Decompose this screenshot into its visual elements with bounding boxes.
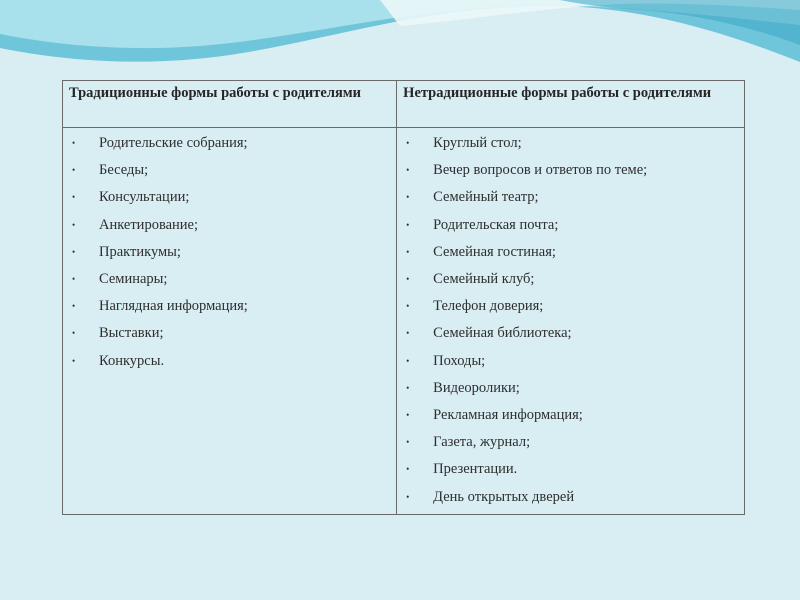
list-item-text: Семейный клуб; (433, 271, 535, 288)
list-item-text: Семейная библиотека; (433, 325, 572, 342)
list-item-text: Рекламная информация; (433, 407, 583, 424)
bullet-icon: • (406, 464, 410, 475)
list-item (403, 184, 738, 211)
bullet-icon: • (72, 301, 76, 312)
bullet-icon: • (406, 382, 410, 393)
list-item (69, 239, 390, 266)
list-item (403, 157, 738, 184)
list-item-text: Телефон доверия; (433, 298, 544, 315)
list-item-text: Семинары; (99, 271, 168, 288)
header-traditional: Традиционные формы работы с родителями (63, 81, 397, 128)
list-item-text: День открытых дверей (433, 488, 575, 505)
traditional-list (69, 130, 390, 375)
list-item (69, 212, 390, 239)
bullet-icon: • (72, 328, 76, 339)
non-traditional-cell (397, 128, 745, 515)
bullet-icon: • (72, 219, 76, 230)
bullet-icon: • (72, 274, 76, 285)
list-item-text: Выставки; (99, 325, 164, 342)
list-item-text: Видеоролики; (433, 379, 520, 396)
bullet-icon: • (406, 274, 410, 285)
list-item-text: Консультации; (99, 189, 190, 206)
bullet-icon: • (406, 301, 410, 312)
bullet-icon: • (406, 192, 410, 203)
list-item (403, 293, 738, 320)
list-item-text: Практикумы; (99, 243, 181, 260)
traditional-cell (63, 128, 397, 515)
list-item-text: Газета, журнал; (433, 434, 531, 451)
list-item (69, 293, 390, 320)
bullet-icon: • (72, 165, 76, 176)
bullet-icon: • (406, 138, 410, 148)
list-item (69, 157, 390, 184)
list-item-text: Родительская почта; (433, 216, 559, 233)
list-item-text: Родительские собрания; (99, 135, 248, 151)
list-item-text: Семейный театр; (433, 189, 539, 206)
list-item (69, 348, 390, 375)
list-item-text: Беседы; (99, 162, 149, 179)
list-item (403, 429, 738, 456)
list-item-text: Презентации. (433, 461, 518, 478)
list-item (403, 239, 738, 266)
list-item (403, 348, 738, 375)
list-item (403, 375, 738, 402)
list-item (403, 212, 738, 239)
list-item (403, 320, 738, 347)
list-item-text: Круглый стол; (433, 135, 522, 151)
list-item (403, 456, 738, 483)
list-item-text: Походы; (433, 352, 486, 369)
bullet-icon: • (72, 246, 76, 257)
bullet-icon: • (406, 410, 410, 421)
header-non-traditional: Нетрадиционные формы работы с родителями (397, 81, 745, 128)
list-item-text: Конкурсы. (99, 352, 165, 369)
bullet-icon: • (72, 138, 76, 148)
bullet-icon: • (72, 355, 76, 366)
bullet-icon: • (406, 219, 410, 230)
list-item-text: Наглядная информация; (99, 298, 248, 315)
list-item (69, 266, 390, 293)
list-item (403, 130, 738, 157)
list-item (69, 130, 390, 157)
non-traditional-list (403, 130, 738, 511)
bullet-icon: • (406, 491, 410, 502)
list-item-text: Анкетирование; (99, 216, 199, 233)
list-item-text: Семейная гостиная; (433, 243, 556, 260)
forms-table (62, 80, 745, 515)
list-item (403, 484, 738, 511)
forms-table-container (62, 80, 745, 515)
bullet-icon: • (406, 328, 410, 339)
list-item (69, 184, 390, 211)
list-item (69, 320, 390, 347)
bullet-icon: • (406, 165, 410, 176)
list-item-text: Вечер вопросов и ответов по теме; (433, 162, 648, 179)
bullet-icon: • (406, 437, 410, 448)
bullet-icon: • (406, 355, 410, 366)
table-body-row (63, 128, 745, 515)
list-item (403, 266, 738, 293)
bullet-icon: • (406, 246, 410, 257)
bullet-icon: • (72, 192, 76, 203)
table-header-row (63, 81, 745, 128)
list-item (403, 402, 738, 429)
